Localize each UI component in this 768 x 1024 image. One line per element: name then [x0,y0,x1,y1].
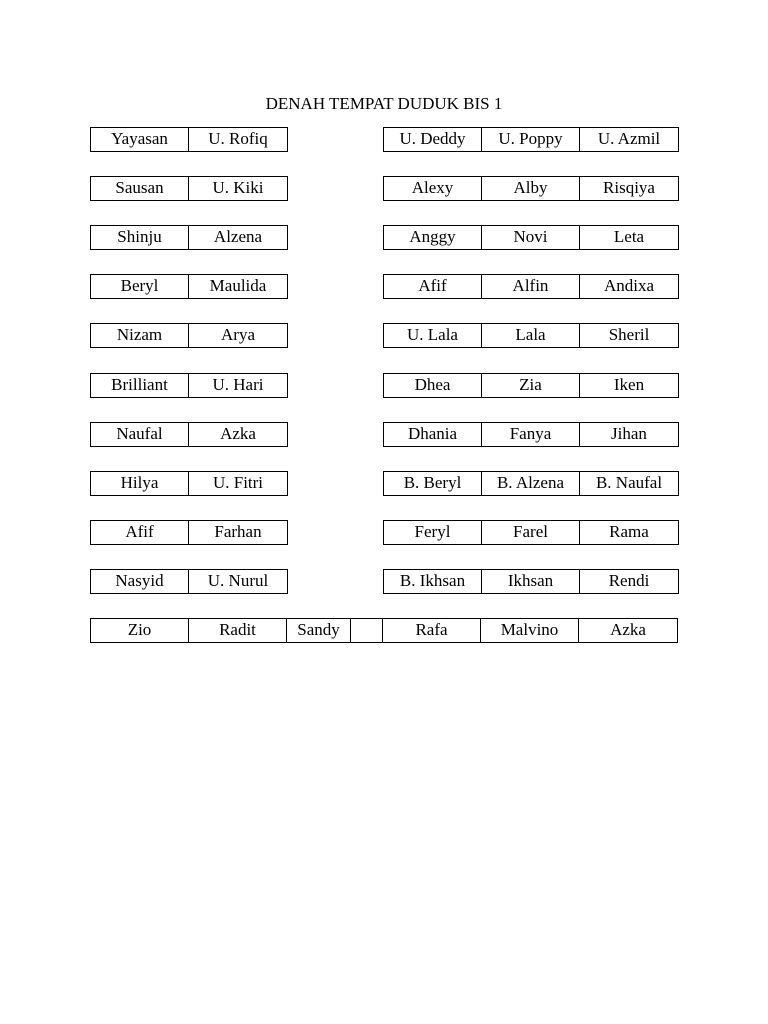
seat: B. Naufal [595,473,663,492]
seat: Jihan [611,424,647,443]
seat: Alexy [384,177,482,200]
right-seat-row [383,225,679,250]
seat: Azka [220,424,256,443]
seat: Iken [613,375,645,394]
seat: Andixa [603,276,655,295]
seat: Anggy [384,226,482,249]
left-seat-pair [90,176,288,201]
seat: Maulida [209,276,267,295]
left-seat-pair [90,471,288,496]
seat: B. Beryl [384,472,482,495]
seat: Feryl [384,521,482,544]
back-seat-row [90,618,678,643]
seat: U. Fitri [212,473,264,492]
seat: U. Deddy [384,128,482,151]
seat: Naufal [91,423,189,446]
seat: Fanya [482,423,580,446]
left-seat-pair [90,323,288,348]
page-title: DENAH TEMPAT DUDUK BIS 1 [265,94,503,113]
seat-empty [351,619,383,642]
seat: U. Rofiq [208,129,268,148]
left-seat-pair [90,274,288,299]
seat: Novi [482,226,580,249]
seat: Sausan [91,177,189,200]
seat: U. Nurul [207,571,269,590]
seat: U. Hari [212,375,264,394]
seat: Sheril [608,325,650,344]
left-seat-pair [90,520,288,545]
left-seat-pair [90,422,288,447]
seat: U. Poppy [482,128,580,151]
seat: Risqiya [603,178,655,197]
seat: Nasyid [91,570,189,593]
seat: Nizam [91,324,189,347]
left-seat-pair [90,569,288,594]
seat: Afif [384,275,482,298]
seat: Farel [482,521,580,544]
seat: U. Azmil [597,129,661,148]
seat: Brilliant [91,374,189,397]
seat: Zia [482,374,580,397]
right-seat-row [383,569,679,594]
right-seat-row [383,373,679,398]
right-seat-row [383,127,679,152]
seat: Rama [609,522,649,541]
seat: U. Kiki [212,178,264,197]
seat: Farhan [214,522,262,541]
right-seat-row [383,176,679,201]
seat: Radit [189,619,287,642]
seat: Zio [91,619,189,642]
seat: Yayasan [91,128,189,151]
seat: Alfin [482,275,580,298]
seat: Arya [221,325,255,344]
seat: Shinju [91,226,189,249]
seat: Dhania [384,423,482,446]
seat: Lala [482,324,580,347]
left-seat-pair [90,225,288,250]
seat: Beryl [91,275,189,298]
seat: Alzena [213,227,263,246]
seat: Leta [613,227,645,246]
seat: Rafa [383,619,481,642]
left-seat-pair [90,127,288,152]
right-seat-row [383,520,679,545]
right-seat-row [383,323,679,348]
right-seat-row [383,422,679,447]
seat: Hilya [91,472,189,495]
seat: Afif [91,521,189,544]
seat: Ikhsan [482,570,580,593]
seat: Alby [482,177,580,200]
seat: Azka [610,620,646,639]
seat: U. Lala [384,324,482,347]
seat: Malvino [481,619,579,642]
seat: Sandy [287,619,351,642]
left-seat-pair [90,373,288,398]
seat: Rendi [608,571,650,590]
seat: B. Alzena [482,472,580,495]
right-seat-row [383,274,679,299]
seat: Dhea [384,374,482,397]
right-seat-row [383,471,679,496]
seat: B. Ikhsan [384,570,482,593]
